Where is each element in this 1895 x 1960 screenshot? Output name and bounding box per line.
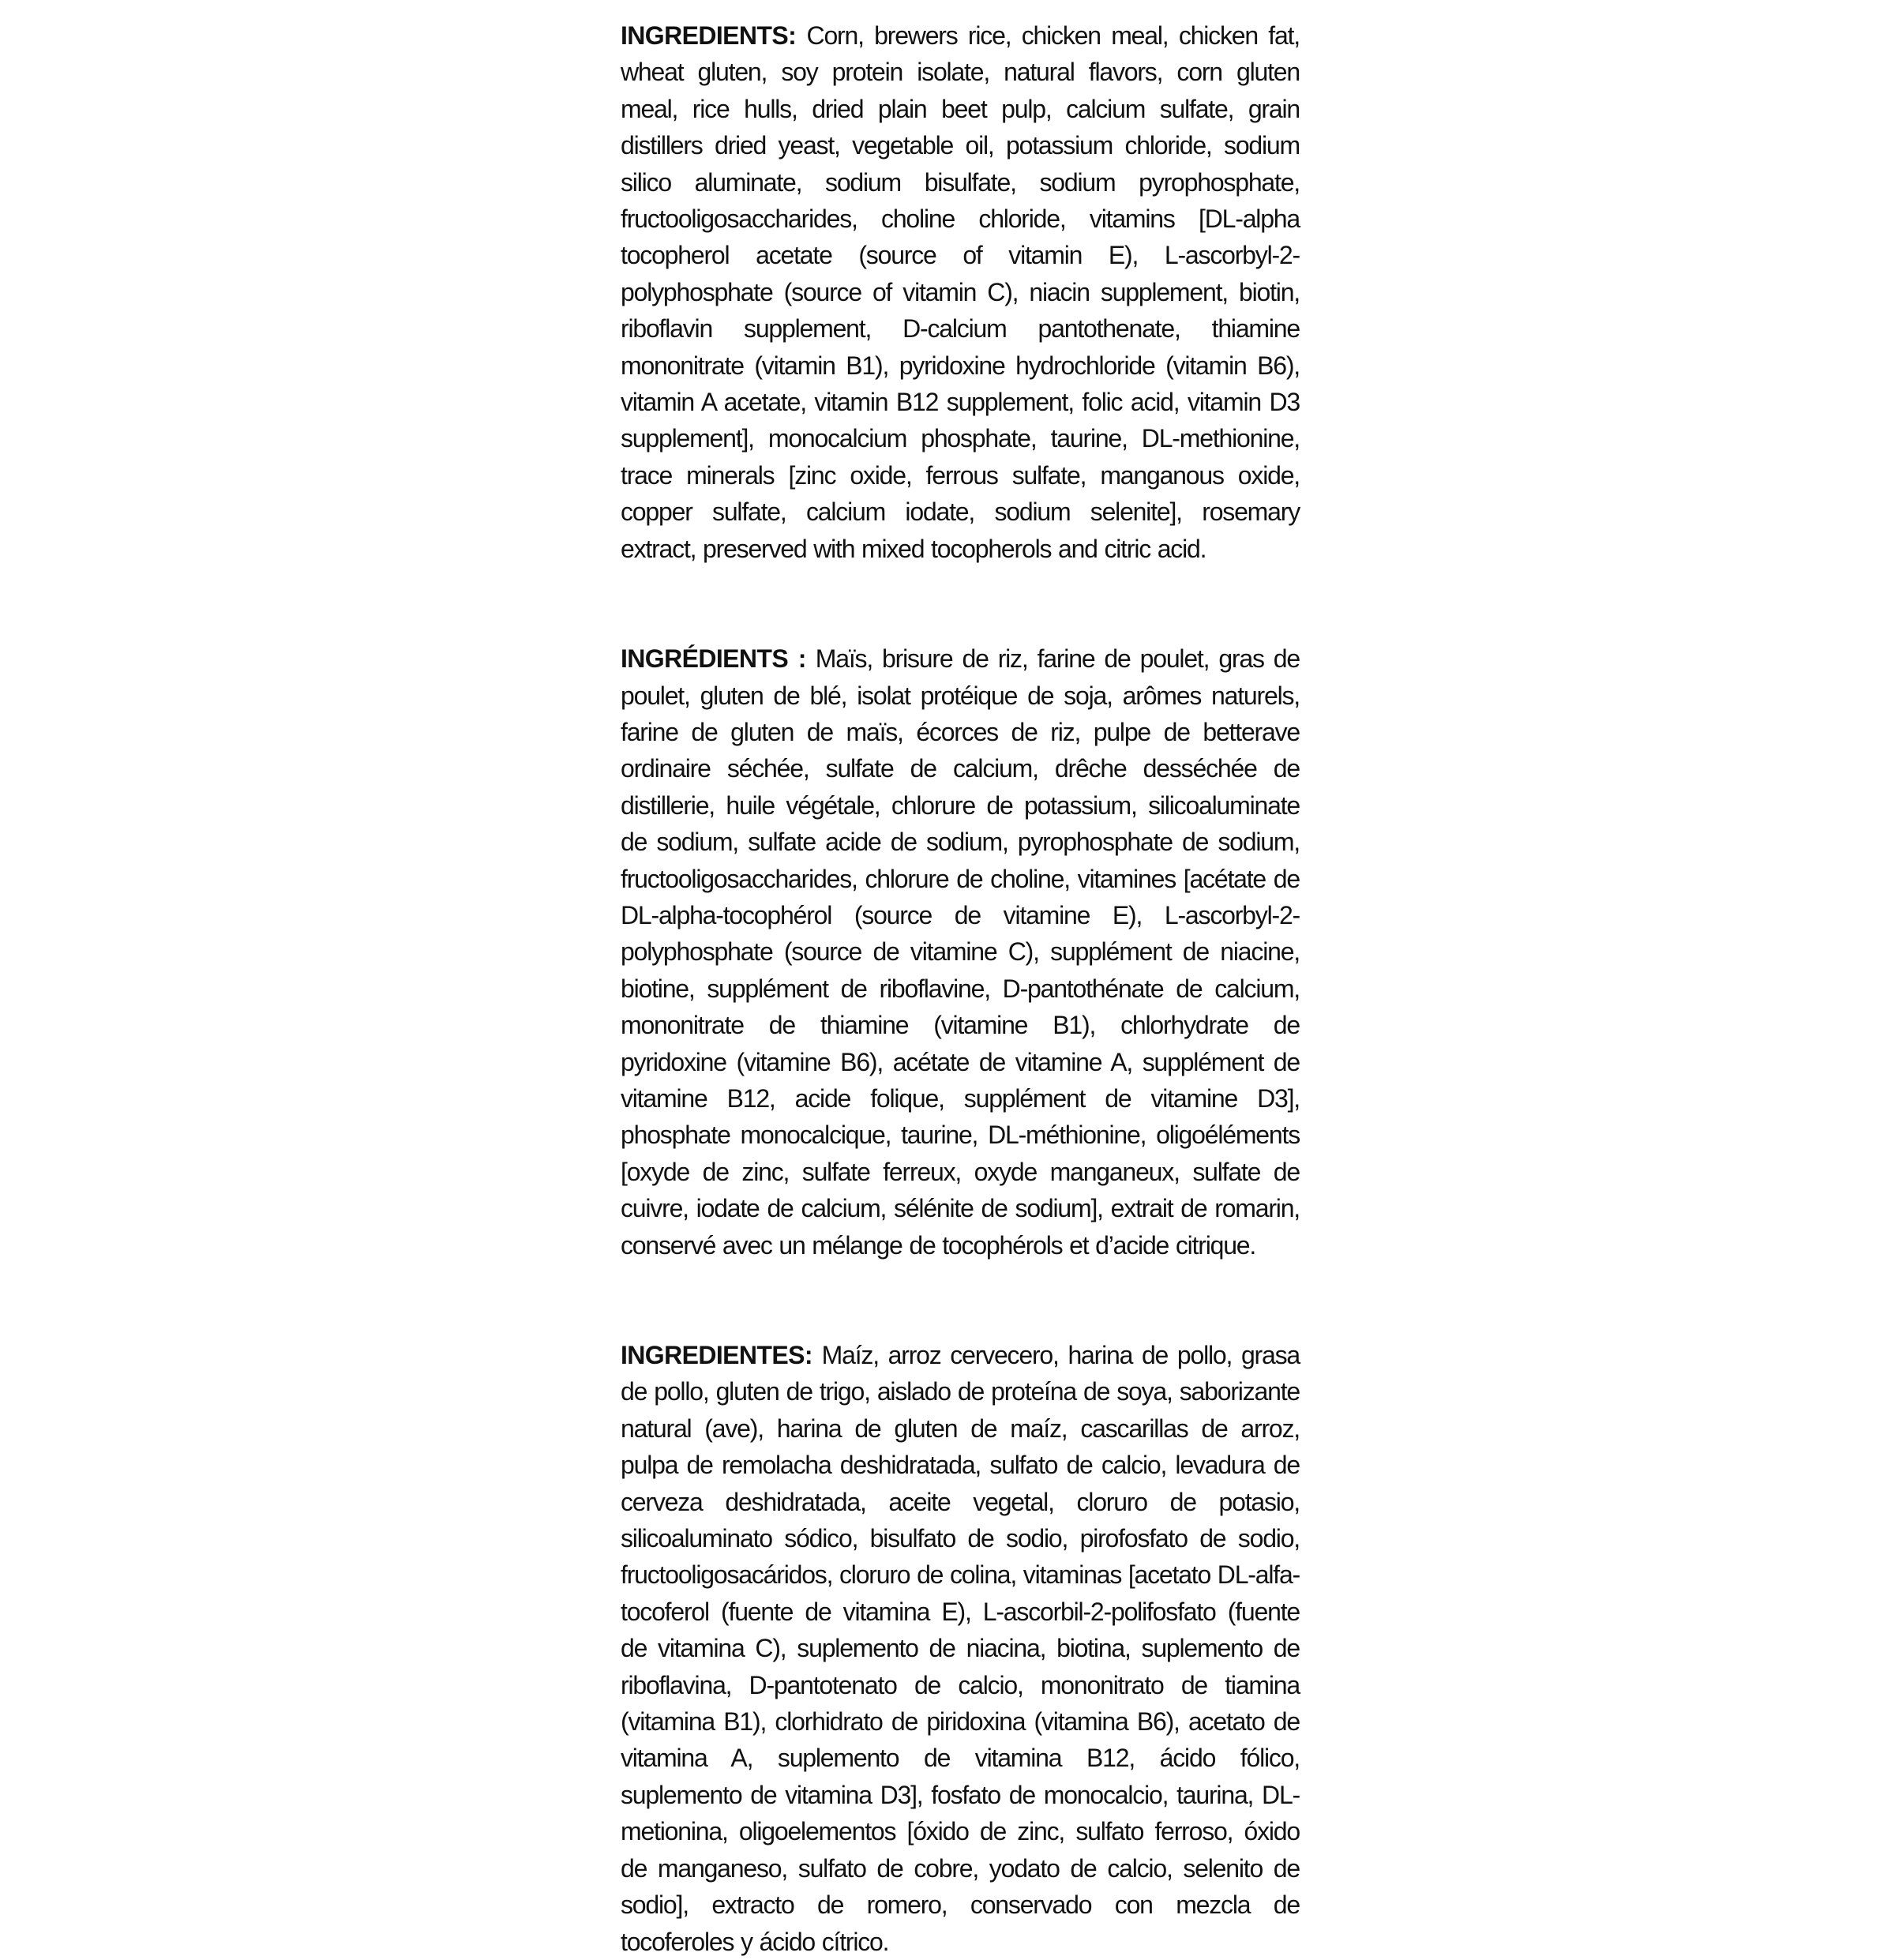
ingredients-label <box>621 17 1300 1960</box>
ingredients-french <box>621 640 1300 1263</box>
ingredients-spanish <box>621 1337 1300 1960</box>
ingredients-text-spanish: Maíz, arroz cervecero, harina de pollo, grasa de pollo, gluten de trigo, aislado de proteína de soya, saborizante natural (ave), harina de gluten de maíz, cascarillas de arroz, pulpa de remolacha deshidratada, sulfato de calcio, levadura de cerveza deshidratada, aceite vegetal, cloruro de potasio, silicoaluminato sódico, bisulfato de sodio, pirofosfato de sodio, fructooligosacáridos, cloruro de colina, vitaminas [acetato DL-alfa-tocoferol (fuente de vitamina E), L-ascorbil-2-polifosfato (fuente de vitamina C), suplemento de niacina, biotina, suplemento de riboflavina, D-pantotenato de calcio, mononitrato de tiamina (vitamina B1), clorhidrato de piridoxina (vitamina B6), acetato de vitamina A, suplemento de vitamina B12, ácido fólico, suplemento de vitamina D3], fosfato de monocalcio, taurina, DL-metionina, oligoelementos [óxido de zinc, sulfato ferroso, óxido de manganeso, sulfato de cobre, yodato de calcio, selenito de sodio], extracto de romero, conservado con mezcla de tocoferoles y ácido cítrico. <box>621 1341 1300 1956</box>
ingredients-text-french: Maïs, brisure de riz, farine de poulet, gras de poulet, gluten de blé, isolat protéique de soja, arômes naturels, farine de gluten de maïs, écorces de riz, pulpe de betterave ordinaire séchée, sulfate de calcium, drêche desséchée de distillerie, huile végétale, chlorure de potassium, silicoaluminate de sodium, sulfate acide de sodium, pyrophosphate de sodium, fructooligosaccharides, chlorure de choline, vitamines [acétate de DL-alpha-tocophérol (source de vitamine E), L-ascorbyl-2-polyphosphate (source de vitamine C), supplément de niacine, biotine, supplément de riboflavine, D-pantothénate de calcium, mononitrate de thiamine (vitamine B1), chlorhydrate de pyridoxine (vitamine B6), acétate de vitamine A, supplément de vitamine B12, acide folique, supplément de vitamine D3], phosphate monocalcique, taurine, DL-méthionine, oligoéléments [oxyde de zinc, sulfate ferreux, oxyde manganeux, sulfate de cuivre, iodate de calcium, sélénite de sodium], extrait de romarin, conservé avec un mélange de tocophérols et d’acide citrique. <box>621 644 1300 1260</box>
ingredients-text-english: Corn, brewers rice, chicken meal, chicken fat, wheat gluten, soy protein isolate, natural flavors, corn gluten meal, rice hulls, dried plain beet pulp, calcium sulfate, grain distillers dried yeast, vegetable oil, potassium chloride, sodium silico aluminate, sodium bisulfate, sodium pyrophosphate, fructooligosaccharides, choline chloride, vitamins [DL-alpha tocopherol acetate (source of vitamin E), L-ascorbyl-2-polyphosphate (source of vitamin C), niacin supplement, biotin, riboflavin supplement, D-calcium pantothenate, thiamine mononitrate (vitamin B1), pyridoxine hydrochloride (vitamin B6), vitamin A acetate, vitamin B12 supplement, folic acid, vitamin D3 supplement], monocalcium phosphate, taurine, DL-methionine, trace minerals [zinc oxide, ferrous sulfate, manganous oxide, copper sulfate, calcium iodate, sodium selenite], rosemary extract, preserved with mixed tocopherols and citric acid. <box>621 21 1300 563</box>
ingredients-heading-english: INGREDIENTS: <box>621 21 797 50</box>
ingredients-english <box>621 17 1300 567</box>
ingredients-heading-french: INGRÉDIENTS : <box>621 644 806 674</box>
ingredients-heading-spanish: INGREDIENTES: <box>621 1341 812 1369</box>
